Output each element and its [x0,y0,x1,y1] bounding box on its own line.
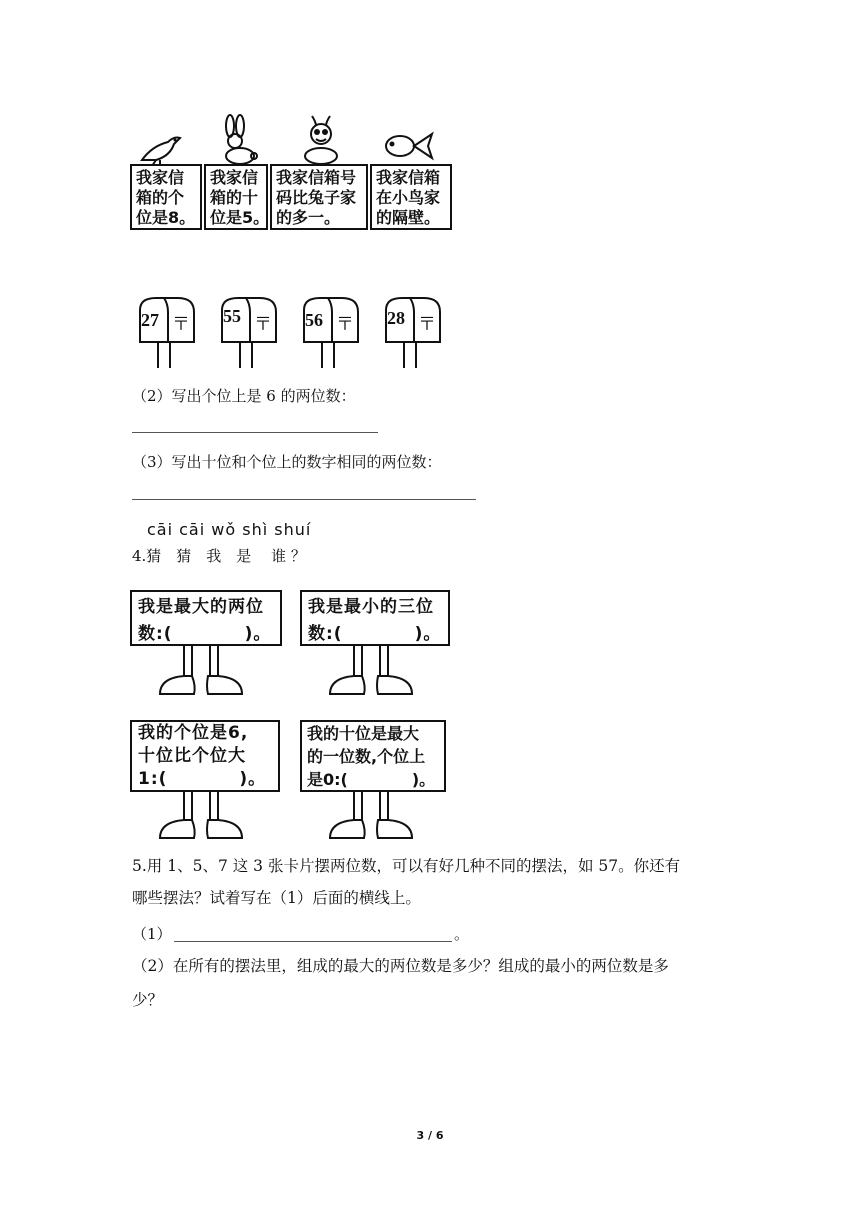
character-sign-1 [130,590,282,700]
mailbox-1 [138,296,198,368]
q5-sub2-line1: （2）在所有的摆法里，组成的最大的两位数是多少？组成的最小的两位数是多 [132,957,669,975]
rabbit-illustration [216,114,260,166]
animal-card-bird [130,164,202,230]
sign-board [300,720,446,792]
mailbox-4 [384,296,444,368]
fish-illustration [378,128,436,162]
post-symbol-icon: 〒 [254,314,272,334]
mailbox-number: 27 [141,310,159,330]
q5-line2: 哪些摆法？试着写在（1）后面的横线上。 [132,889,421,907]
q5-sub1-label: （1） [132,925,172,943]
card-text: 我家信箱号 码比兔子家 的多一。 [276,168,357,227]
sign-text: 我的个位是6, 十位比个位大 1:( )。 [138,723,267,789]
bug-illustration [296,112,346,166]
sign-board [130,590,282,646]
sign-text: 我的十位是最大 的一位数,个位上 是0:( )。 [307,724,436,789]
sign-board [300,590,450,646]
sign-board [130,720,280,792]
bird-illustration [138,128,184,168]
answer-line-q3-2[interactable] [132,432,378,433]
animal-card-bug [270,164,368,230]
card-text: 我家信 箱的十 位是5。 [210,168,270,227]
q4-title: 4.猜 猜 我 是 谁 ？ [132,547,306,565]
q5-sub2-line2: 少？ [132,991,164,1009]
sign-text: 我是最大的两位 数:( )。 [138,597,272,644]
mailbox-number: 55 [223,306,241,326]
q5-sub1-end: 。 [454,925,470,943]
page-number: 3 / 6 [416,1129,444,1142]
legs-drawing [320,792,430,844]
sign-text: 我是最小的三位 数:( )。 [308,597,442,644]
mailbox-2 [220,296,280,368]
animal-card-fish [370,164,452,230]
mailbox-number: 56 [305,310,323,330]
character-sign-2 [300,590,450,700]
q5-line1: 5.用 1、5、7 这 3 张卡片摆两位数，可以有好几种不同的摆法，如 57。你还有 [132,857,681,875]
mailbox-number: 28 [387,308,405,328]
q3-sub2-text: （2）写出个位上是 6 的两位数： [132,387,356,405]
character-sign-4 [300,720,446,844]
answer-line-q3-3[interactable] [132,499,476,500]
post-symbol-icon: 〒 [336,314,354,334]
q4-pinyin: cāi cāi wǒ shì shuí [147,520,312,539]
legs-drawing [320,646,430,700]
legs-drawing [150,646,260,700]
card-text: 我家信 箱的个 位是8。 [136,168,196,227]
character-sign-3 [130,720,280,844]
post-symbol-icon: 〒 [172,314,190,334]
q3-sub3-text: （3）写出十位和个位上的数字相同的两位数： [132,453,442,471]
post-symbol-icon: 〒 [418,314,436,334]
card-text: 我家信箱 在小鸟家 的隔壁。 [376,168,441,227]
mailbox-3 [302,296,362,368]
animal-card-rabbit [204,164,268,230]
legs-drawing [150,792,260,844]
answer-line-q5-1[interactable] [174,941,452,942]
